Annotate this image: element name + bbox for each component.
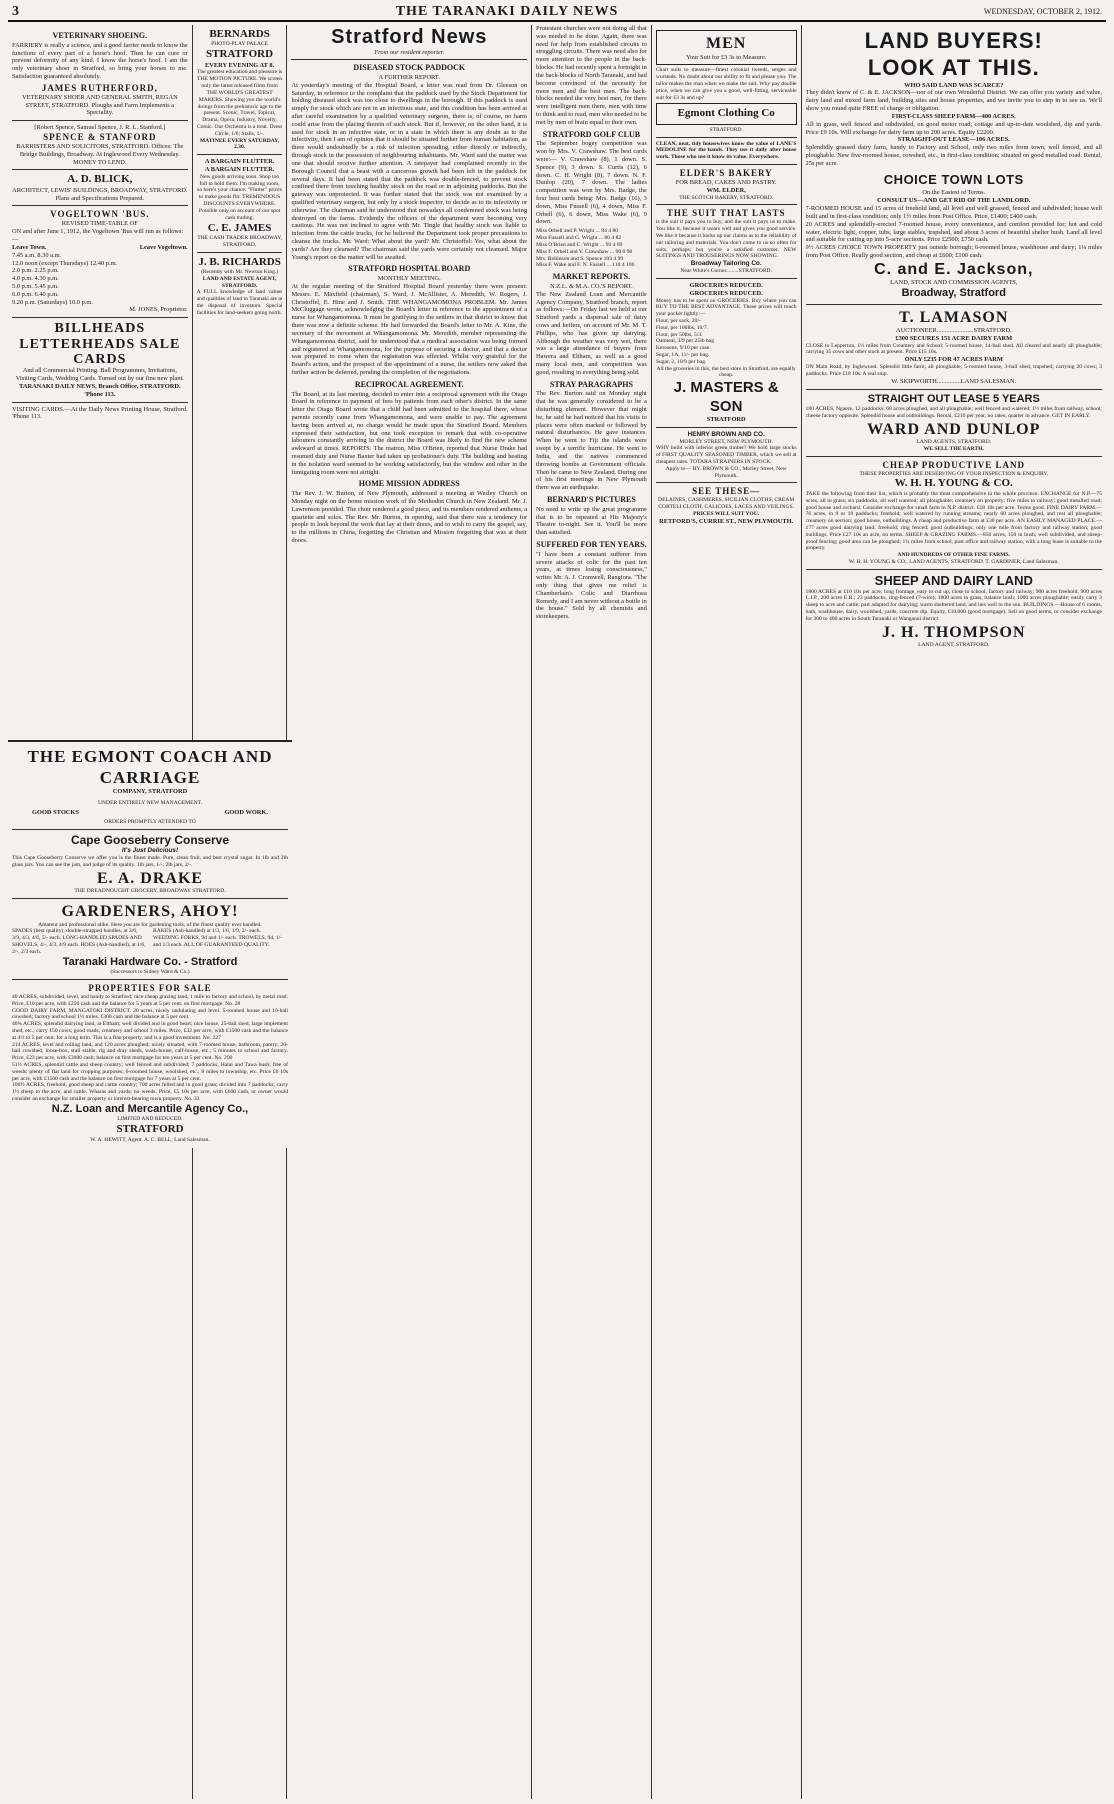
ad-body: WHY build with inferior green timber? We hold large stocks of FIRST QUALITY SEASONED TIMBER, which we sell at cheapest rates. TOTARA STRAINERS IN STOCK. [655,445,797,465]
ad-subheading: WHO SAID LAND WAS SCARCE? [904,81,1004,89]
ad-town: STRATFORD [206,48,274,61]
listing-body: ON Main Road, by Inglewood. Splendid little farm; all ploughable; 5-roomed house, 3-bail shed, trapshed; carrying 20 cows; 3 paddocks. Price £18 10s. A real snip. [805,364,1102,377]
bus-proprietor: M. JONES, Proprietor. [129,306,188,314]
ad-foot: PRICES WILL SUIT YOU. [693,510,760,517]
property-item: 51½ ACRES, splendid cattle and sheep country; well fenced and subdivided; 7 paddocks, Hatai and Tawa bush; free of weeds; plenty of flat land for cropping purposes; 6-roomed house, woolshed, etc.; 8 miles to township, etc. Price £6 10s per acre, with £1500 cash and the balance on first mortgage for 7 years at 5 per cent. [12,1062,288,1082]
bernards-ad [197,25,283,155]
bus-row: 9.20 p.m. (Saturdays) 10.0 p.m. [12,298,93,306]
jackson-land-ad [806,25,1102,305]
ad-firm: J. H. THOMPSON [882,623,1026,641]
ad-heading: GROCERIES REDUCED. [689,289,763,297]
ad-subheading: COMPANY, STRATFORD [112,788,188,796]
groceries-ad [656,279,797,428]
ad-body: THE CASH TRADER BROADWAY, STRATFORD. [197,234,282,248]
lower-left-ads [8,740,292,1148]
ad-heading: LOOK AT THIS. [867,54,1040,80]
ad-matinee: MATINEE EVERY SATURDAY, 2.30. [199,137,280,151]
ad-subheading: It's Just Delicious! [121,847,179,855]
gardeners-ad [12,899,288,980]
story-body: Protestant churches were not doing all that was needed to be done. Again, there was need for help from established circuits to struggling circuits. There was need also for more attention to the people in the back-blocks. He had recently spent a fortnight in the back-blocks of North Taranaki, and had become convinced of the necessity for more men and the best men. The back-blocks needed the very best men, for there were intelligent men there, men with time to think and to read, men who needed to be met by men of brain equal to their own. [536,25,647,126]
ad-signature: W. A. HEWITT, Agent. A. C. BELL, Land Salesman. [90,1136,210,1143]
listing-body: CLOSE to Lepperton, 1½ miles from Creamery and School; 5-roomed house, 14-bail shed. All cleared and nearly all ploughable; carrying 35 cows and other stock at present. Price £15 10s. [805,342,1102,356]
listing-heading: CHOICE TOWN LOTS [883,171,1024,187]
story-subheading: N.Z.L. & M.A. CO.'S REPORT. [550,282,633,290]
ad-body: Amateur and professional alike. Here you are for gardening tools, of the finest quality ever handled. [38,921,262,928]
story-heading: DISEASED STOCK PADDOCK [353,63,466,73]
price-item: Sugar, 2, 10/9 per bag. [655,358,707,365]
story-body: "I have been a constant sufferer from severe attacks of colic for the past ten years, at times losing consciousness," writes Mr. A. J. Cromwell, Rangiora. "The only thing that gives me relief is Chamberlain's Colic and Diarrhoea Remedy, and I am never without a bottle in the house." Sold by all chemists and storekeepers. [536,550,647,621]
ad-body: A FULL knowledge of land values and qualities of land in Taranaki are at the disposal of investors. Special facilities for land-seekers going north. [196,289,283,316]
ward-dunlop-ad [806,390,1102,457]
ad-left-tag: GOOD STOCKS [32,809,79,817]
retford-ad [656,483,797,528]
ad-body: Chart suits to measure—finest colonial tweeds, serges and worsteds. No doubt about our ability to fit and please you. The tailor makes the man when we make the suit. Why pay double price, when we can give you a good, well-fitting, serviceable suit for £3 3s and up? [655,67,797,101]
story-body: At yesterday's meeting of the Hospital Board, a letter was read from Dr. Gleeson on Saturday, in reference to the complaint that the paddock used by the Stock Department for holding diseased stock was too close to dwellings in the borough. If this paddock is used simply for stock which are not in an infectious state, and this condition has been arrived at after careful examination by a qualified veterinary surgeon, there is, of course, no harm could arise from the placing therein of such stock. But if, however, on the other hand, it is used for stock in an infective state, or in a state in which there is any doubt as to the infectivity, then I am of opinion that it should be situated further from human habitation, as there would undoubtedly be a risk of infection spreading, either directly or indirectly, through stock in the possession of neighbouring inhabitants. Mr. Ward said the matter was one that should receive further attention. A ratepayer had complained recently to the Borough Council that a beast with a cancerous growth had been left in the paddock for several days. It had been stated that the paddock was double-fenced, to prevent stock confined there from touching healthy stock on the road or in adjoining paddocks. But the gateway was unprotected. It was further stated that the stock was not examined by a qualified veterinary surgeon, but only by a stock inspector, to decide as to its infectivity or otherwise. The chairman said he understood that nowadays all condemned stock was being destroyed on the farms. Evidently the officers of the department were becoming very cautious. He was not inclined to agree with Mr. Tingle that healthy stock was liable to infection from the cattle trucks, for he believed the Department took proper precautions to cleanse the trucks. Mr. Ward: What about the yard? Mr. Christoffel: Yes, what about the yards? Are they cleansed? The chairman said the yards were certainly not cleansed. Major Young's report on the matter will be awaited. [291,81,528,261]
property-item: 214 ACRES, level and rolling land, and 120 acres ploughed; nicely situated, with 7-roomed house, bathroom, pantry; 20-bail cowshed, loose-box, stall stable, rig and dray sheds, wash-house, calf-house, etc.; 5 minutes to school and factory. Price, £23 per acre, with £3000 cash; balance on first mortgage for ten years at 5 per cent. No. 290 [12,1041,288,1062]
properties-ad [12,980,288,1146]
story-body: The Board, at its last meeting, decided to enter into a reciprocal agreement with the Otago Board in reference to payment of fees by patients from each other's district. In the same letter the Otago Board wrote that a child had been admitted to the hospital there, whose parents recently came from Whangamomona, and were unable to pay. The agreement having been arrived at, no charge would be made upon the Stratford Board. Members expressed their satisfaction, but one took exception to remark that with co-operative labourers constantly arriving in the district the Board was likely to find the new scheme awkward at times. REPORTS. The matron, Miss O'Brien, reported that Nurse Drake had resumed duty and Nurse Baxter had taken up probationer's duty. The building and heating in the isolation ward seemed to be working satisfactorily, but the window and other in the fumigating room were not airtight. [291,390,528,476]
ad-heading: CHEAP PRODUCTIVE LAND [882,459,1026,470]
news-story [291,479,527,544]
ad-body: is the suit it pays you to buy, and the suit it pays us to make. You like it, because it wears well and gives you good service. We like it because it backs up our claims as to the reliability of our tailoring and materials. You don't come to us so often for suits, perhaps; but you're a satisfied customer. NEW SUITINGS AND TROUSERINGS NOW SHOWING. [655,219,797,260]
ad-town: STRATFORD [706,415,746,423]
ad-firm: RETFORD'S, CURRIE ST., NEW PLYMOUTH. [659,517,794,525]
ad-body: 1800 ACRES at £10 10s per acre; long frontage, easy to cut up, close to school, factory and railway; 900 acres freehold, 900 acres L.I.P., 200 acres E.R.; 23 paddocks, ring-fenced (7-wire); 1000 acres in grass, balance bush; 1000 acres ploughable; easily carry 3 sheep to acre and cattle; part adapted for dairying; warm sheltered land, and lies well to the sun. BUILDINGS.—House of 6 rooms, bath, washhouse, dairy, woolshed, yards, concrete dip. Equity, £10,000 (good mortgage). Sell on good terms, or consider exchange for 300 to 400 acres in South Taranaki or Wanganui district. [805,588,1102,622]
elder-bakery-ad [656,165,797,205]
bus-col-a: Leave Town. [12,243,47,251]
ad-heading: A BARGAIN FLUTTER. [204,158,275,166]
story-subheading: MONTHLY MEETING. [377,275,441,283]
golf-score: Mrs. Robinson and S. Spence 103 4 99 [536,255,624,262]
section-banner: Stratford News [331,26,488,48]
ad-subheading: LAND AGENTS, STRATFORD. [916,439,992,446]
ad-body: BARRISTERS AND SOLICITORS, STRATFORD. Offices: The Bridge Buildings, Broadway. At Inglewood Every Wednesday. MONEY TO LEND. [16,143,184,166]
ad-body: They didn't know of C. & E. JACKSON—nor of our own Wonderful District. We can offer you variety and value, dairy land and mixed farm land, building sites and house properties, and we invite you to step in to see us. We'll show you round quite FREE of charge or obligation. [805,89,1102,113]
column-5 [652,25,802,1799]
ad-firm: N.Z. Loan and Mercantile Agency Co., [51,1102,249,1115]
property-item: GOOD DAIRY FARM, MANGATOKI DISTRICT. 20 acres, nicely undulating and level. 5-roomed house and 10-bail cowshed; factory and school 1½ miles. £300 cash and the balance at 5 per cent. [12,1007,288,1021]
ad-heading: VOGELTOWN 'BUS. [50,209,150,220]
bus-row: 6.0 p.m. 6.40 p.m. [12,290,59,298]
ad-signature: LAND AGENT, STRATFORD. [918,642,990,649]
suit-that-lasts-ad [656,205,797,278]
ad-subheading: AUCTIONEER.......................STRATFORD. [895,327,1012,335]
cape-gooseberry-ad [12,830,288,899]
byline: From our resident reporter. [374,49,445,57]
ad-heading: ELDER'S BAKERY [679,168,773,179]
story-body: The September bogey competition was won by Mrs. V. Crawshaw. The best cards were:— V. Crawshaw (8), 1 down. S. Spence (9), 3 down. S. Curtis (12), 6 down. C. H. Wright (8), 7 down. N. F. Dunlop (20), 7 down. The ladies competition was won by Mrs. Badge, the four best cards being: Mrs. Badge (16), 3 down, Miss Fussell (6), 4 down, Miss F. Orbell (6), 6 down, Miss Wake (6), 9 down. [536,140,647,226]
henry-brown-ad [656,428,797,484]
ad-subheading: LAND, STOCK AND COMMISSION AGENTS, [890,279,1018,287]
price-item: Sugar, 1A, 11/- per bag. [655,352,710,359]
ad-name: J. B. RICHARDS [198,255,281,268]
golf-score: Miss O'Brien and C. Wright ... 93 4 89 [536,241,623,248]
ad-address: THE DREADNOUGHT GROCERY, BROADWAY STRATFORD. [74,888,226,895]
ad-firm: HENRY BROWN AND CO. [687,430,765,438]
listing-body: 180 ACRES, Ngaere, 12 paddocks; 60 acres ploughed, and all ploughable; well fenced and watered; 1½ miles from railway, school; cheese factory opposite. Splendid house and outbuildings. Rental, £210 per year, no rates; quarter in advance. GET IN EARLY. [805,405,1102,419]
ad-subheading: (Successors to Sidney Ward & Co.) [110,969,190,976]
lamason-ad [806,305,1102,390]
golf-score: Miss Fussell and G. Wright ... 86 4 82 [536,235,622,242]
ad-heading: THE SUIT THAT LASTS [666,208,786,219]
story-body: The Rev. J. W. Burton, of New Plymouth, addressed a meeting at Wesley Church on Monday night on the home mission work of the Methodist Church in New Zealand. Mr. J. Lawrenson presided. The choir rendered a good piece, and its members rendered anthems, a quartette and solos. The Rev. Mr. Burton, in opening, said that there was a tendency for people to look beyond the work that lay at their doors, and to wish to carry the gospel, say, to the millions in China, forgetting the Christian and Mission forgetting that was at their doors. [291,490,528,545]
ad-subheading: PHOTO-PLAY PALACE [211,41,269,48]
ad-body: The greatest education and pleasure is THE MOTION PICTURE. We screen only the latest released films from THE WORLD'S GREATEST MAKERS. Showing you the world's doings from the prehistoric age to the present. Scenic, Travel, Topical, Drama, Opera, Industry, Novelty, Comic. Our Orchestra is a treat. Dress Circle, 1/6; Stalls, 1/-. [196,69,283,137]
column-6 [802,25,1106,1799]
story-heading: STRATFORD HOSPITAL BOARD [348,264,471,274]
property-item: 40¾ ACRES, splendid dairying land, at Eltham; well divided and in good heart; nice house, 25-bail shed, large implement shed, etc.; carry 150 cows; good roads; creamery and school 3 miles. Price, £32 per acre, with £1500 cash and the balance at 4½ to 5 per cent. for a long term. This is a fine property, and is a good investment. No. 227 [12,1021,288,1041]
listing-subheading: On the Easiest of Terms. [922,189,986,197]
ad-subheading: (Recently with Mr. Newton King.) [200,268,279,275]
ad-heading: STRAIGHT OUT LEASE 5 YEARS [867,392,1040,405]
bus-row: 12.0 noon (except Thursdays) 12.40 p.m. [12,259,118,267]
richards-ad [197,253,283,320]
ad-firm: J. MASTERS & SON [673,379,779,415]
ad-body: Money has to be spent on GROCERIES. Buy where you can BUY TO THE BEST ADVANTAGE. These prices will touch your pocket lightly:— [655,297,797,318]
egmont-clothing-ad [656,25,797,138]
property-item: 40 ACRES, subdivided, level, and handy to Stratford; nice cheap grazing land, 1 mile to factory and school, by metal road. Price, £10 per acre, with £250 cash and the balance for 5 years at 5 per cent. on first mortgage. No. 28 [12,993,288,1007]
ad-firm: Egmont Clothing Co [656,103,797,124]
listing-body: 7-ROOMED HOUSE and 15 acres of freehold land, all level and well grassed, fenced and subdivided; house well built and in first-class condition; only 1½ miles from Post Office. Price, £1400; £400 cash. [805,205,1102,220]
tool-list-right: RAKES (Ash-handled) at 1/3, 1/6, 1/9, 2/- each. WEEDING FORKS, 9d and 1/- each. TROWELS, 9d, 1/- and 1/3 each. ALL OF GUARANTEED QUALITY. [153,928,283,949]
golf-score: Miss F. Wake and F. N. Fussell ... 110 4 106 [536,262,635,269]
vogeltown-bus-ad [12,206,188,318]
bus-row: 4.0 p.m. 4.30 p.m. [12,275,59,283]
ad-names: [Robert Spence, Samuel Spence, J. R. L. Stanford.] [34,124,166,132]
bus-row: 2.0 p.m. 2.25 p.m. [12,267,59,275]
young-land-ad [806,457,1102,570]
ad-agent: LAND AND ESTATE AGENT, STRATFORD. [202,275,277,289]
ad-name: A. D. BLICK, [67,173,133,186]
tool-list-left: SPADES (best quality), double-strapped handles, at 3/6, 3/9, 4/3, 4/6, 5/- each. LONG-HANDLED SPADES AND SHOVELS, 4/-, 4/3, 4/9 each. HOES (Ash-handled), at 1/6, 2/-, 2/3 each. [12,928,146,955]
issue-date: WEDNESDAY, OCTOBER 2, 1912. [983,7,1102,17]
ad-heading: SEE THESE— [692,486,761,497]
ad-body: VETERINARY SHOER AND GENERAL SMITH, REGAN STREET, STRATFORD. Ploughs and Farm Implements a Speciality. [21,93,178,117]
ad-foot: AND HUNDREDS OF OTHER FINE FARMS. [897,552,1011,559]
story-heading: SUFFERED FOR TEN YEARS. [536,539,647,549]
story-body: At the regular meeting of the Stratford Hospital Board yesterday there were present: Messrs. E. Maxfield (chairman), S. Ward, J. McAllister, A. Meredith, W. Rogers, J. Christoffel, E. Hine and J. Smith. THE WHANGAMOMONA PROBLEM. Mr. James McCluggage wrote, acknowledging the Board's letter in reference to the appointment of a nurse for Whangamomona. It must be gratifying to the settlers in that district to know that there was now a definite scheme. He had forwarded the Board's letter to Mr. A. Kine, the secretary of the movement at Whangamomona. Mr. Meredith, member representing the Whangamomona district, said he understood that a medical association was being formed and registered at Whangamomona, for the purpose of securing a doctor, and that a doctor was prepared to come when the registration was effected. Whilst very grateful for the Board's action, and the prospect of the appointment of a nurse, the settlers now asked that further action be deferred, pending the completion of the negotiations. [291,283,528,376]
blick-architect-ad [12,170,188,206]
ad-heading: GROCERIES REDUCED. [689,281,763,289]
price-item: Flour, per 100lbs, 10/7. [655,324,709,331]
ad-body: FARRIERY is really a science, and a good farrier needs to know the functions of every part of a horse's hoof. Then he can cure or prevent deformity of any kind. I know the horse's hoof. I am the only veterinary shoer in Stratford, so bring your horses to me. Satisfaction guaranteed absolutely. [12,41,188,80]
ad-heading: THE EGMONT COACH AND CARRIAGE [27,747,273,787]
masthead [8,4,1106,22]
listing-heading: ONLY £235 FOR 47 ACRES FARM [904,356,1003,364]
ad-tagline: WE SELL THE EARTH. [923,445,984,452]
billheads-ad [12,318,188,402]
ad-heading: GARDENERS, AHOY! [61,903,239,921]
ad-body: VISITING CARDS.—At the Daily News Printing House, Stratford. 'Phone 113. [12,405,188,421]
story-heading: MARKET REPORTS. [552,272,631,282]
ad-town: Near White's Corner.........STRATFORD. [680,268,772,275]
ad-town: THE SCOTCH BAKERY, STRATFORD. [679,194,774,201]
story-body: The Rev. Burton said on Monday night that he was generally considered to be a disturbing element. However that might be, he said he had noticed that his visits to places were often marked or followed by natural disturbances. He gave instances. When he went to Fiji the islands were swept by a terrific hurricane. He went to India, and the natives commenced throwing bombs at Government officials. Then he came to New Zealand. During one of his first meetings in New Plymouth there was an earthquake. [536,390,647,492]
news-story [291,264,527,376]
listing-heading: STRAIGHT-OUT LEASE—106 ACRES. [897,136,1010,144]
bus-row: 7.45 a.m. 8.30 a.m. [12,251,62,259]
ad-body: DELAINES, CASHMERES, SICILIAN CLOTHS, CREAM CORTELI CLOTH, CALICOES, LACES AND VEILINGS. [658,497,795,511]
ad-body: CLEAN, neat, tidy housewives know the value of LANE'S MEDOLINE for the hands. They use it daily after house work. Those who use it know its value. Everywhere. [655,140,797,161]
ad-heading: Cape Gooseberry Conserve [70,832,230,847]
ad-firm: C. and E. Jackson, [874,260,1034,278]
ad-subheading: Your Suit for £3 3s to Measure. [685,53,767,61]
ad-subheading: THESE PROPERTIES ARE DESERVING OF YOUR INSPECTION & ENQUIRY. [859,470,1049,477]
ad-body: ON and after June 1, 1912, the Vogeltown 'Bus will run as follows:— [12,228,184,244]
ad-every: EVERY EVENING AT 8. [204,61,275,69]
ad-firm: E. A. DRAKE [96,869,204,887]
golf-score: Miss Orbell and P. Wright ... 84 4 80 [536,228,619,235]
medoline-ad [656,138,797,165]
ad-foot: All the groceries in this, the best store in Stratford, are equally cheap. [656,365,796,379]
ad-firm: W. H. H. YOUNG & CO. [894,477,1013,490]
listing-body: 20 ACRES and splendidly-erected 7-roomed house, every convenience, and comfort provided for; hot and cold water, electric light, copper, tubs, large stables, trapshed, and about 3 acres of beautiful shelter bush. Land all level and suitable for cutting up into 5-acre sections. Price £2500; £750 cash. [805,220,1102,244]
newspaper-title: THE TARANAKI DAILY NEWS [395,4,619,20]
spence-stanford-ad [12,121,188,170]
ad-address: MORLEY STREET, NEW PLYMOUTH. [679,438,773,445]
story-heading: STRAY PARAGRAPHS [549,379,633,389]
ad-name: C. E. JAMES [207,221,272,234]
story-body: The New Zealand Loan and Mercantile Agency Company, Stratford branch, report as follows:—On Friday last we held at our Stratford yards a dispersal sale of dairy cows and heifers, on account of Mr. M. T. Phillips, who has given up dairying. Although the weather was very wet, there was a large attendance of buyers from Hawera and Eltham, as well as a good many local men, and competition was good, resulting in everything being sold. [536,290,647,376]
ad-heading: BERNARDS [209,28,270,40]
ad-firm: SPENCE & STANFORD [43,132,157,143]
ad-firm: WARD AND DUNLOP [867,420,1041,438]
listing-body: All in grass, well fenced and subdivided, on good motor road; cottage and up-to-date woolshed, dip and yards. Price £9 10s. Will exchange for dairy farm up to 200 acres. Equity £2200. [805,120,1102,136]
bargain-flutter-ad [197,155,283,252]
ad-firm: Taranaki Hardware Co. - Stratford [62,955,238,968]
ad-heading: MEN [706,35,747,52]
ad-signature: W. SKIPWORTH...............LAND SALESMAN. [891,377,1017,385]
ad-right-tag: GOOD WORK. [224,809,268,817]
price-item: Oatmeal, 3/9 per 25lb bag [655,338,715,345]
ad-heading: A BARGAIN FLUTTER. [204,166,275,173]
story-heading: STRATFORD GOLF CLUB [542,129,641,139]
story-body: No need to write up the great programme that is to be repeated at His Majesty's Theatre to-night. See it. You'll be more than satisfied. [536,505,647,537]
ad-body: And all Commercial Printing. Ball Programmes, Invitations, Visiting Cards, Wedding Cards. Turned out by our fine new plant. [15,367,184,383]
ad-body: UNDER ENTIRELY NEW MANAGEMENT. [97,800,203,807]
ad-subheading: REVISED TIME-TABLE OF [61,220,138,228]
ad-heading: BILLHEADS LETTERHEADS SALE CARDS [19,321,181,367]
story-heading: BERNARD'S PICTURES [547,494,636,504]
ad-town: STRATFORD. [709,126,743,133]
price-item: Flour, per sack, 20/- [655,317,701,324]
ad-body: This Cape Gooseberry Conserve we offer you is the finest made. Pure, clean fruit, and best crystal sugar. In 1lb and 2lb glass jars. You can see the jam, and judge of its quality. 1lb jars, 1/-; 2lb jars, 2/-. [12,855,288,868]
ad-body: FOR BREAD, CAKES AND PASTRY. [675,179,777,187]
golf-score: Miss F. Orbell and V. Crawshaw ... 90 0 90 [536,248,633,255]
story-heading: HOME MISSION ADDRESS [358,479,460,489]
listing-subheading: CONSULT US—AND GET RID OF THE LANDLORD. [877,197,1031,205]
listing-heading: £300 SECURES 151 ACRE DAIRY FARM [895,334,1013,342]
news-story [291,63,527,261]
ad-firm: Broadway Tailoring Co. [690,260,762,268]
page-number: 3 [12,4,19,20]
property-item: 100½ ACRES, freehold, good sheep and cattle country; 700 acres felled and in good grass; divided into 7 paddocks; carry 1½ sheep to the acre, and cattle. Wharas and yards; no weeds. Price, £5 10s per acre, with £600 cash, or owner would consider an exchange for smaller property or interest-bearing town property. No. 33 [12,1082,288,1103]
ad-body: ARCHITECT, LEWIS' BUILDINGS, BROADWAY, STRATFORD. Plans and Specifications Prepared. [12,186,188,202]
news-story [291,380,527,477]
ad-foot: ORDERS PROMPTLY ATTENDED TO [104,818,196,825]
story-heading: RECIPROCAL AGREEMENT. [354,379,464,389]
ad-signature: W. H. H. YOUNG & CO., LAND AGENTS, STRATFORD. T. GARDINER, Land Salesman. [848,559,1059,565]
listing-body: 9½ ACRES CHOICE TOWN PROPERTY just outside borough; 6-roomed house, washhouse and dairy; 1¼ miles from Post Office. Really good section, and cheap at £600; £100 cash. [805,244,1102,259]
bus-row: 5.0 p.m. 5.45 p.m. [12,282,59,290]
listing-heading: FIRST-CLASS SHEEP FARM—400 ACRES. [891,112,1016,120]
bus-col-b: Leave Vogeltown. [139,243,188,251]
ad-body: New goods arriving soon. Shop too full to hold them. I'm making room, so here's your chance. "Flutter" prices to make goods flit. TREMENDOUS DISCOUNTS EVERYWHERE. Possible only on account of our spot cash trading. [197,173,282,221]
veterinary-shoeing-ad [12,25,188,121]
ad-body: TAKE the following from their list, which is probably the most comprehensive in the whole province. EXCHANGE for N.P.—75 acres, all in grass; six paddocks, all well watered; all ploughable; creamery on property; five miles to railway; good metalled road; good house and orchard. Consider exchange for small farm in N.P. district. £18 10s per acre. Terms good. FINE DAIRY FARM.—76 acres, in 9 or 10 paddocks; freehold; well watered by running streams; nearly 60 acres ploughed, and rest all ploughable; creamery on section; good house, outbuildings. A cheap and productive farm at £30 per acre. AN EASILY MANAGED PLACE.—177 acres good dairying land; freehold; ring fenced; good outbuildings; only one mile from factory and railway station; good buildings. Price £27 10s an acre, on terms. SHEEP & GRAZING FARMS.—850 acres, 150 in bush; well subdivided, and sheep-proof fencing; good area can be ploughed; 1¼ miles from school, post office and railway station, with a long lease is suitable to the property. [805,490,1102,552]
ad-name: JAMES RUTHERFORD, [41,82,158,93]
story-subheading: A FURTHER REPORT. [378,73,440,81]
ad-heading: LAND BUYERS! [864,28,1043,53]
ad-name: WM. ELDER, [706,186,746,194]
visiting-cards-ad [12,403,188,425]
egmont-coach-ad [12,744,288,830]
price-item: Kerosene, 9/10 per case. [655,345,711,352]
ad-town: STRATFORD [116,1123,184,1136]
ad-contact: Apply to— HY. BROWN & CO., Morley Street, New Plymouth. [665,465,787,479]
price-item: Flour, per 50lbs, 5/3. [655,331,703,338]
listing-body: Splendidly grassed dairy farm, handy to Factory and School, only two miles from town, well fenced, and all ploughable. New five-roomed house, cowshed, etc., in first-class condition; situated on good metalled road. Rental, 25s per acre. [805,144,1102,167]
ad-town: Broadway, Stratford [901,287,1006,300]
ad-heading: VETERINARY SHOEING. [52,31,148,40]
ad-firm: T. LAMASON [899,308,1009,326]
thompson-land-ad [806,570,1102,652]
ad-subheading: LIMITED AND REDUCED. [117,1116,183,1123]
ad-heading: PROPERTIES FOR SALE [88,982,212,993]
column-4 [532,25,652,1799]
column-3 [287,25,532,1799]
ad-heading: SHEEP AND DAIRY LAND [874,572,1033,588]
ad-office: TARANAKI DAILY NEWS, Branch Office, STRATFORD. 'Phone 113. [19,382,181,398]
